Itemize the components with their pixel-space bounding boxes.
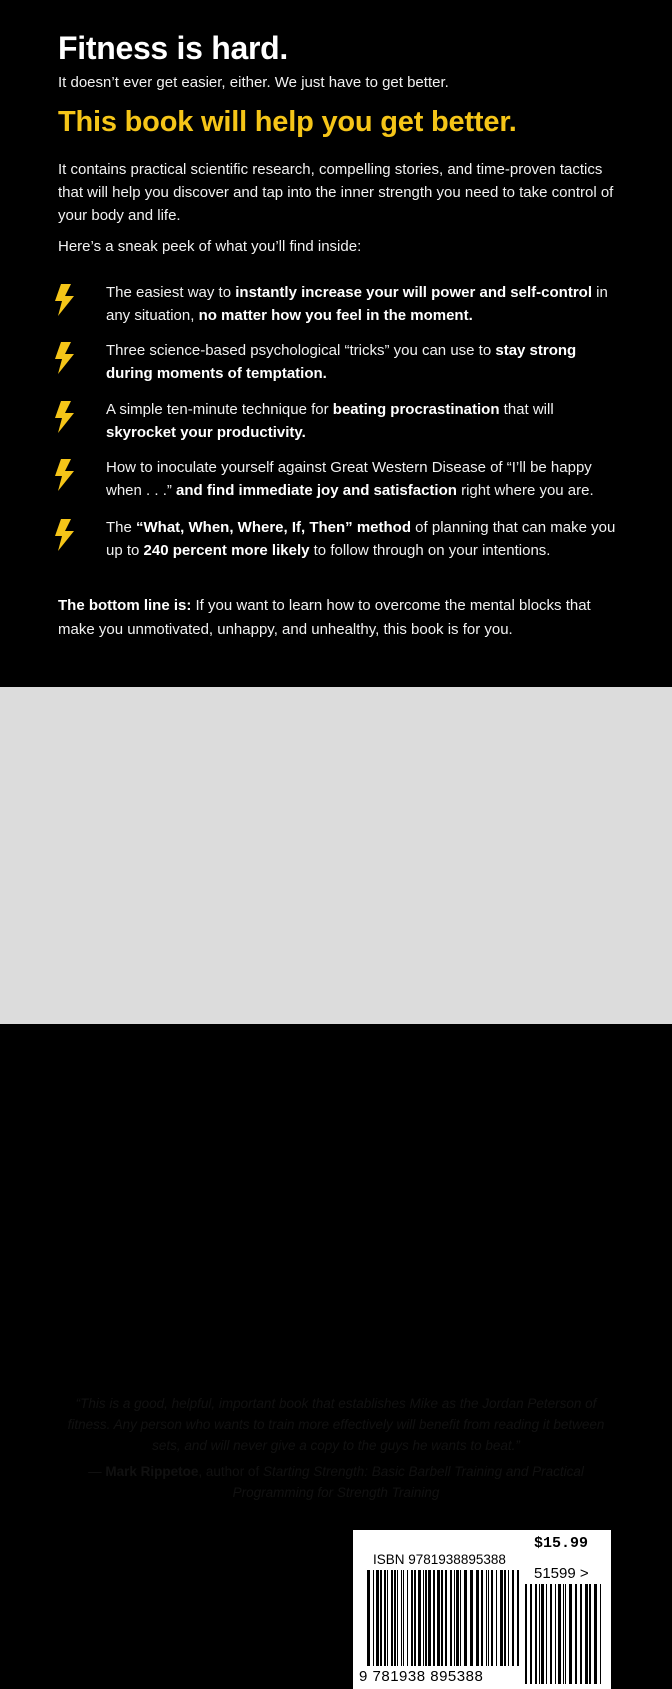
bullet-text — [106, 281, 626, 327]
headline: Fitness is hard. — [58, 30, 288, 66]
bullet-text — [106, 398, 626, 444]
testimonial-attribution — [56, 1461, 616, 1503]
lightning-bolt-icon — [50, 458, 80, 492]
bullet-bold-phrase: 240 percent more likely — [143, 542, 310, 559]
bullet-phrase: to follow through on your intentions. — [309, 542, 551, 559]
ean-barcode — [367, 1570, 519, 1666]
addon-barcode — [525, 1584, 603, 1684]
isbn-number: ISBN 9781938895388 — [373, 1552, 506, 1567]
bottom-line-lead: The bottom line is: — [58, 597, 192, 614]
light-panel — [0, 687, 672, 1685]
bullet-bold-phrase: and find immediate joy and satisfaction — [176, 482, 457, 499]
bullet-bold-phrase: “What, When, Where, If, Then” method — [136, 519, 412, 536]
attribution-work: Starting Strength: Basic Barbell Training and Practical Programming for Strength Training — [232, 1464, 584, 1500]
promise-heading: This book will help you get better. — [58, 106, 517, 138]
dark-panel — [0, 0, 672, 687]
bullet-bold-phrase: skyrocket your productivity. — [106, 424, 306, 441]
sneak-peek-label: Here’s a sneak peek of what you’ll find inside: — [58, 238, 362, 255]
lightning-bolt-icon — [50, 518, 80, 552]
bullet-phrase: that will — [499, 401, 554, 418]
bullet-bold-phrase: no matter how you feel in the moment. — [198, 307, 473, 324]
bullet-bold-phrase: beating procrastination — [332, 401, 500, 418]
bottom-line-paragraph — [58, 594, 618, 642]
bullet-text — [106, 516, 626, 562]
barcode-label — [353, 1530, 611, 1689]
bullet-phrase: in any situation, — [106, 284, 608, 324]
bullet-phrase: A simple ten-minute technique for — [106, 401, 333, 418]
attribution-author: Mark Rippetoe — [105, 1464, 199, 1479]
bullet-phrase: of planning that can make you up to — [106, 519, 616, 559]
lightning-bolt-icon — [50, 400, 80, 434]
price: $15.99 — [534, 1535, 589, 1552]
price-addon-code: 51599 > — [534, 1565, 589, 1582]
bullet-bold-phrase: stay strong during moments of temptation. — [106, 342, 577, 382]
attribution-dash: — — [88, 1464, 106, 1479]
ean-digits: 9 781938 895388 — [359, 1668, 484, 1685]
intro-paragraph: It contains practical scientific research, compelling stories, and time-proven tactics that will help you discover and tap into the inner strength you need to take control of your body and life. — [58, 161, 614, 224]
subheadline: It doesn’t ever get easier, either. We just have to get better. — [58, 74, 449, 91]
lightning-bolt-icon — [50, 341, 80, 375]
bottom-line-text: If you want to learn how to overcome the mental blocks that make you unmotivated, unhappy, and unhealthy, this book is for you. — [58, 597, 591, 638]
bullet-phrase: Three science-based psychological “tricks” you can use to — [106, 342, 496, 359]
bullet-phrase: How to inoculate yourself against Great Western Disease of “I’ll be happy when . . .” — [106, 459, 592, 499]
bullet-text — [106, 339, 626, 385]
lightning-bolt-icon — [50, 283, 80, 317]
bullet-phrase: The — [106, 519, 137, 536]
bullet-phrase: The easiest way to — [106, 284, 236, 301]
bullet-bold-phrase: instantly increase your will power and self-control — [235, 284, 592, 301]
bullet-text — [106, 456, 626, 502]
bullet-phrase: right where you are. — [456, 482, 594, 499]
testimonial-quote: “This is a good, helpful, important book that establishes Mike as the Jordan Peterson of fitness. Any person who wants to train more effectively will benefit from reading it between sets, and will never give a copy to the guys he wants to beat.” — [67, 1396, 605, 1453]
attribution-role: , author of — [198, 1464, 263, 1479]
